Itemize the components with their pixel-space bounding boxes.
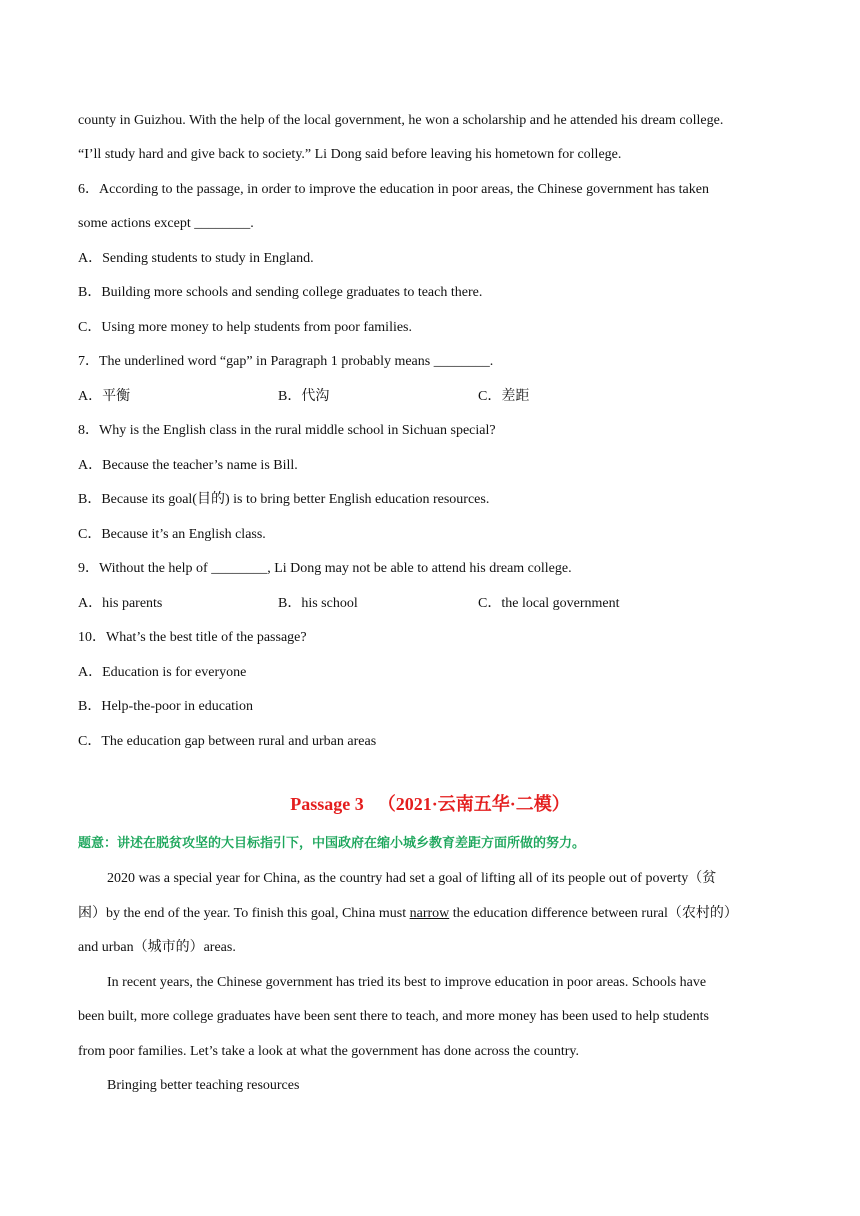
passage-text-line: county in Guizhou. With the help of the local government, he won a scholarship and he attended his dream college. — [78, 113, 724, 128]
question-6-stem-cont: some actions except ________. — [78, 216, 254, 231]
question-9-option-b: B．his school — [278, 596, 358, 611]
question-9-stem: 9．Without the help of ________, Li Dong may not be able to attend his dream college. — [78, 561, 572, 576]
text-segment: the education difference between rural（农村的） — [449, 906, 738, 921]
question-8-option-a: A．Because the teacher’s name is Bill. — [78, 458, 298, 473]
passage-text-line: “I’ll study hard and give back to society.” Li Dong said before leaving his hometown for college. — [78, 147, 622, 162]
question-6-stem: 6．According to the passage, in order to improve the education in poor areas, the Chinese government has taken — [78, 182, 709, 197]
passage-3-paragraph-1-line — [78, 905, 738, 923]
question-7-stem: 7．The underlined word “gap” in Paragraph 1 probably means ________. — [78, 354, 494, 369]
question-7-option-a: A．平衡 — [78, 389, 131, 404]
question-9-option-c: C．the local government — [478, 596, 620, 611]
question-9-options — [78, 595, 620, 613]
passage-3-source: （2021·云南五华·二模） — [377, 794, 570, 814]
question-10-option-b: B．Help-the-poor in education — [78, 699, 253, 714]
text-segment: 困）by the end of the year. To finish this goal, China must — [78, 906, 410, 921]
question-7-options — [78, 388, 529, 406]
question-8-stem: 8．Why is the English class in the rural middle school in Sichuan special? — [78, 423, 496, 438]
passage-3-subheading: Bringing better teaching resources — [107, 1078, 300, 1093]
question-6-option-c: C．Using more money to help students from poor families. — [78, 320, 413, 335]
question-8-option-b: B．Because its goal(目的) is to bring better English education resources. — [78, 492, 490, 507]
passage-3-paragraph-2-line: In recent years, the Chinese government has tried its best to improve education in poor areas. Schools have — [107, 975, 707, 990]
passage-3-paragraph-2-line: been built, more college graduates have been sent there to teach, and more money has been used to help students — [78, 1009, 709, 1024]
question-6-option-a: A．Sending students to study in England. — [78, 251, 314, 266]
passage-3-paragraph-2-line: from poor families. Let’s take a look at what the government has done across the country. — [78, 1044, 579, 1059]
passage-3-heading — [0, 793, 860, 815]
question-10-option-a: A．Education is for everyone — [78, 665, 247, 680]
underlined-word-narrow: narrow — [409, 906, 450, 921]
question-7-option-c: C．差距 — [478, 389, 530, 404]
question-10-option-c: C．The education gap between rural and urban areas — [78, 734, 377, 749]
question-9-option-a: A．his parents — [78, 596, 163, 611]
question-8-option-c: C．Because it’s an English class. — [78, 527, 266, 542]
question-10-stem: 10．What’s the best title of the passage? — [78, 630, 307, 645]
passage-3-paragraph-1-line: and urban（城市的）areas. — [78, 940, 236, 955]
passage-3-title: Passage 3 — [290, 794, 364, 814]
passage-3-paragraph-1-line: 2020 was a special year for China, as the country had set a goal of lifting all of its people out of poverty（贫 — [107, 871, 717, 886]
question-6-option-b: B．Building more schools and sending college graduates to teach there. — [78, 285, 483, 300]
passage-3-summary: 题意：讲述在脱贫攻坚的大目标指引下，中国政府在缩小城乡教育差距方面所做的努力。 — [78, 836, 586, 851]
question-7-option-b: B．代沟 — [278, 389, 330, 404]
